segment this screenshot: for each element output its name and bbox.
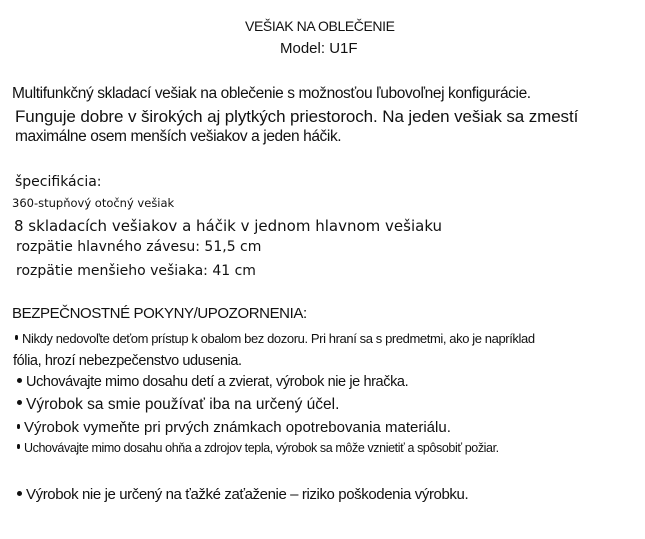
spec-item: 8 skladacích vešiakov a háčik v jednom hlavnom vešiaku [14,217,443,235]
safety-item [17,442,499,455]
safety-item [17,375,408,390]
intro-line-1: Multifunkčný skladací vešiak na oblečenie s možnosťou ľubovoľnej konfigurácie. [12,85,531,102]
safety-item-text: Výrobok nie je určený na ťažké zaťaženie – riziko poškodenia výrobku. [26,486,469,503]
document-title: VEŠIAK NA OBLEČENIE [245,18,395,34]
intro-line-3: maximálne osem menších vešiakov a jeden háčik. [15,128,342,145]
bullet-icon [17,444,20,449]
safety-item [17,397,339,413]
safety-item-text: Výrobok sa smie používať iba na určený účel. [26,396,340,413]
spec-item: rozpätie menšieho vešiaka: 41 cm [16,263,256,279]
safety-item [17,420,451,435]
spec-item: 360-stupňový otočný vešiak [12,196,175,210]
safety-item-continuation: fólia, hrozí nebezpečenstvo udusenia. [13,353,242,369]
bullet-icon [17,491,22,496]
safety-item [17,487,468,502]
safety-item-text: Nikdy nedovoľte deťom prístup k obalom bez dozoru. Pri hraní sa s predmetmi, ako je napríklad [22,331,535,346]
intro-line-2: Funguje dobre v širokých aj plytkých priestoroch. Na jeden vešiak sa zmestí [15,107,579,126]
spec-item: rozpätie hlavného závesu: 51,5 cm [16,239,262,255]
safety-item [15,332,535,345]
bullet-icon [17,400,22,405]
bullet-icon [17,424,20,429]
safety-item-text: Výrobok vymeňte pri prvých známkach opotrebovania materiálu. [24,419,451,436]
specs-heading: špecifikácia: [15,174,102,190]
safety-item-text: Uchovávajte mimo dosahu detí a zvierat, výrobok nie je hračka. [26,374,409,390]
model-number: Model: U1F [280,40,358,57]
safety-item-text: Uchovávajte mimo dosahu ohňa a zdrojov tepla, výrobok sa môže vznietiť a spôsobiť požiar. [24,441,499,455]
bullet-icon [15,335,18,340]
bullet-icon [17,378,22,383]
safety-heading: BEZPEČNOSTNÉ POKYNY/UPOZORNENIA: [12,305,307,322]
